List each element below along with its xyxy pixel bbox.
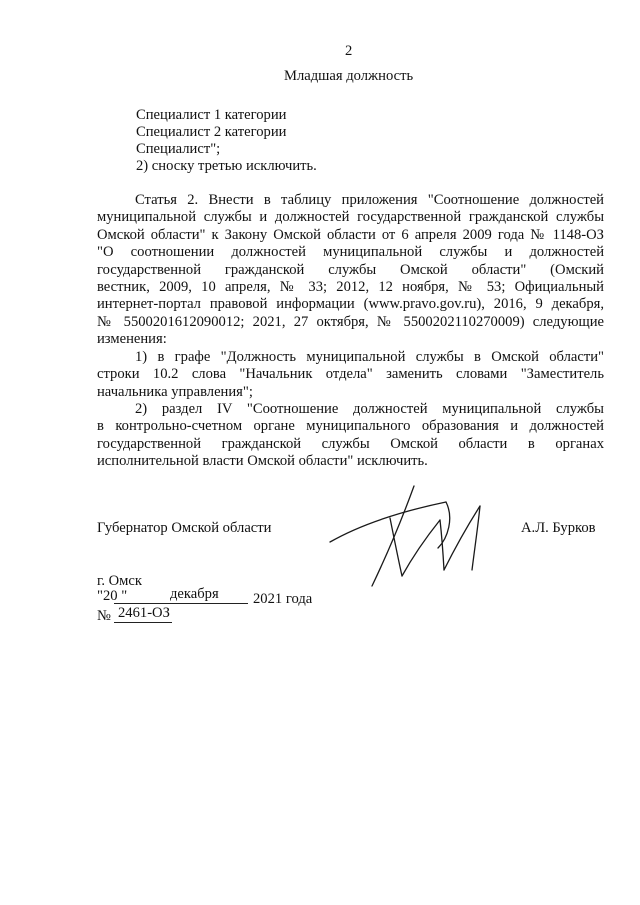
page-number: 2 (345, 43, 353, 59)
amendment-item-2 (97, 401, 604, 471)
amendment-item-1 (97, 349, 604, 401)
handwritten-signature (328, 478, 498, 593)
law-number-prefix: № (97, 608, 111, 624)
date-day: "20 " (97, 588, 128, 604)
law-number-underline (114, 622, 172, 623)
article-line: "О соотношении должностей муниципальной службы и должностей (97, 244, 604, 261)
article-line: Омской области" к Закону Омской области от 6 апреля 2009 года № 1148-ОЗ (97, 226, 604, 243)
article-line: государственной гражданской службы Омской области" (Омский (97, 261, 604, 278)
section-heading: Младшая должность (284, 68, 414, 84)
item-line: строки 10.2 слова "Начальник отдела" заменить словами "Заместитель (97, 366, 604, 383)
position-item: Специалист 2 категории (136, 124, 287, 140)
item-line: в контрольно-счетном органе муниципального образования и должностей (97, 418, 604, 435)
item-line: государственной гражданской службы Омской области в органах (97, 435, 604, 452)
date-year: 2021 года (253, 591, 313, 607)
position-item: Специалист"; (136, 141, 221, 157)
article-line: вестник, 2009, 10 апреля, № 33; 2012, 12 ноября, № 53; Официальный (97, 278, 604, 295)
item-line: 1) в графе "Должность муниципальной службы в Омской области" (135, 349, 604, 365)
date-month: декабря (170, 586, 219, 602)
footnote-removal-item: 2) сноску третью исключить. (136, 158, 317, 174)
item-line: 2) раздел IV "Соотношение должностей муниципальной службы (135, 401, 604, 417)
item-line: исполнительной власти Омской области" исключить. (97, 453, 428, 470)
signatory-title: Губернатор Омской области (97, 520, 272, 536)
article-line: интернет-портал правовой информации (www.pravo.gov.ru), 2016, 9 декабря, (97, 296, 604, 313)
city: г. Омск (97, 573, 142, 589)
article-line: № 5500201612090012; 2021, 27 октября, № 5500202110270009) следующие (97, 313, 604, 330)
article-line: изменения: (97, 331, 167, 348)
position-item: Специалист 1 категории (136, 107, 287, 123)
law-number: 2461-ОЗ (118, 605, 170, 621)
article-line: муниципальной службы и должностей государственной гражданской службы (97, 209, 604, 226)
item-line: начальника управления"; (97, 383, 253, 400)
article-2-paragraph (97, 192, 604, 349)
signatory-name: А.Л. Бурков (521, 520, 596, 536)
article-line: Статья 2. Внести в таблицу приложения "Соотношение должностей (135, 192, 604, 208)
